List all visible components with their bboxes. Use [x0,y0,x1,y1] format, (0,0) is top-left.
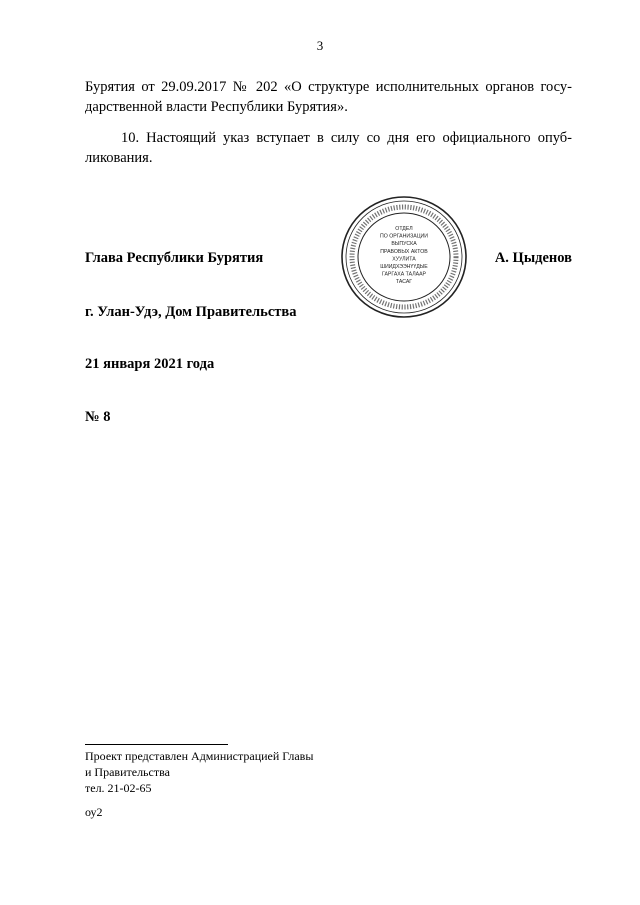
signatory-name: А. Цыденов [494,250,572,266]
paragraph-2 [85,128,572,168]
footnote-line-1: Проект представлен Администрацией Главы [85,749,314,763]
footnote-divider [85,744,228,745]
seal-text-line: ВЫПУСКА [391,241,417,248]
seal-text-line: ГАРГАХА ТАЛААР [381,271,427,278]
seal-text-line: ПРАВОВЫХ АКТОВ [380,248,428,255]
signing-date: 21 января 2021 года [85,356,215,372]
footnote-line-2: и Правительства [85,765,170,779]
paragraph-1 [85,77,572,117]
decree-number: № 8 [85,409,111,425]
seal-text-line: ПО ОРГАНИЗАЦИИ [380,233,428,240]
footnote-code: оу2 [85,805,103,819]
signatory-title: Глава Республики Бурятия [85,250,264,266]
official-seal-stamp [340,195,468,319]
seal-text-line: ХУУЛИТА [392,256,416,263]
footnote-phone: тел. 21-02-65 [85,781,152,795]
seal-text-line: ОТДЕЛ [395,226,413,232]
seal-text-line: ШИИДХЭЭНҮҮДЫЕ [380,264,428,270]
paragraph-1-line-1: Бурятия от 29.09.2017 № 202 «О структуре исполнительных органов госу- [85,79,572,95]
paragraph-2-line-2: ликования. [85,150,153,166]
seal-text-line: ТАСАГ [395,279,413,286]
paragraph-2-line-1: 10. Настоящий указ вступает в силу со дня его официального опуб- [121,130,572,146]
paragraph-1-line-2: дарственной власти Республики Бурятия». [85,99,348,115]
page-number: 3 [316,38,324,53]
signing-place: г. Улан-Удэ, Дом Правительства [85,304,297,320]
